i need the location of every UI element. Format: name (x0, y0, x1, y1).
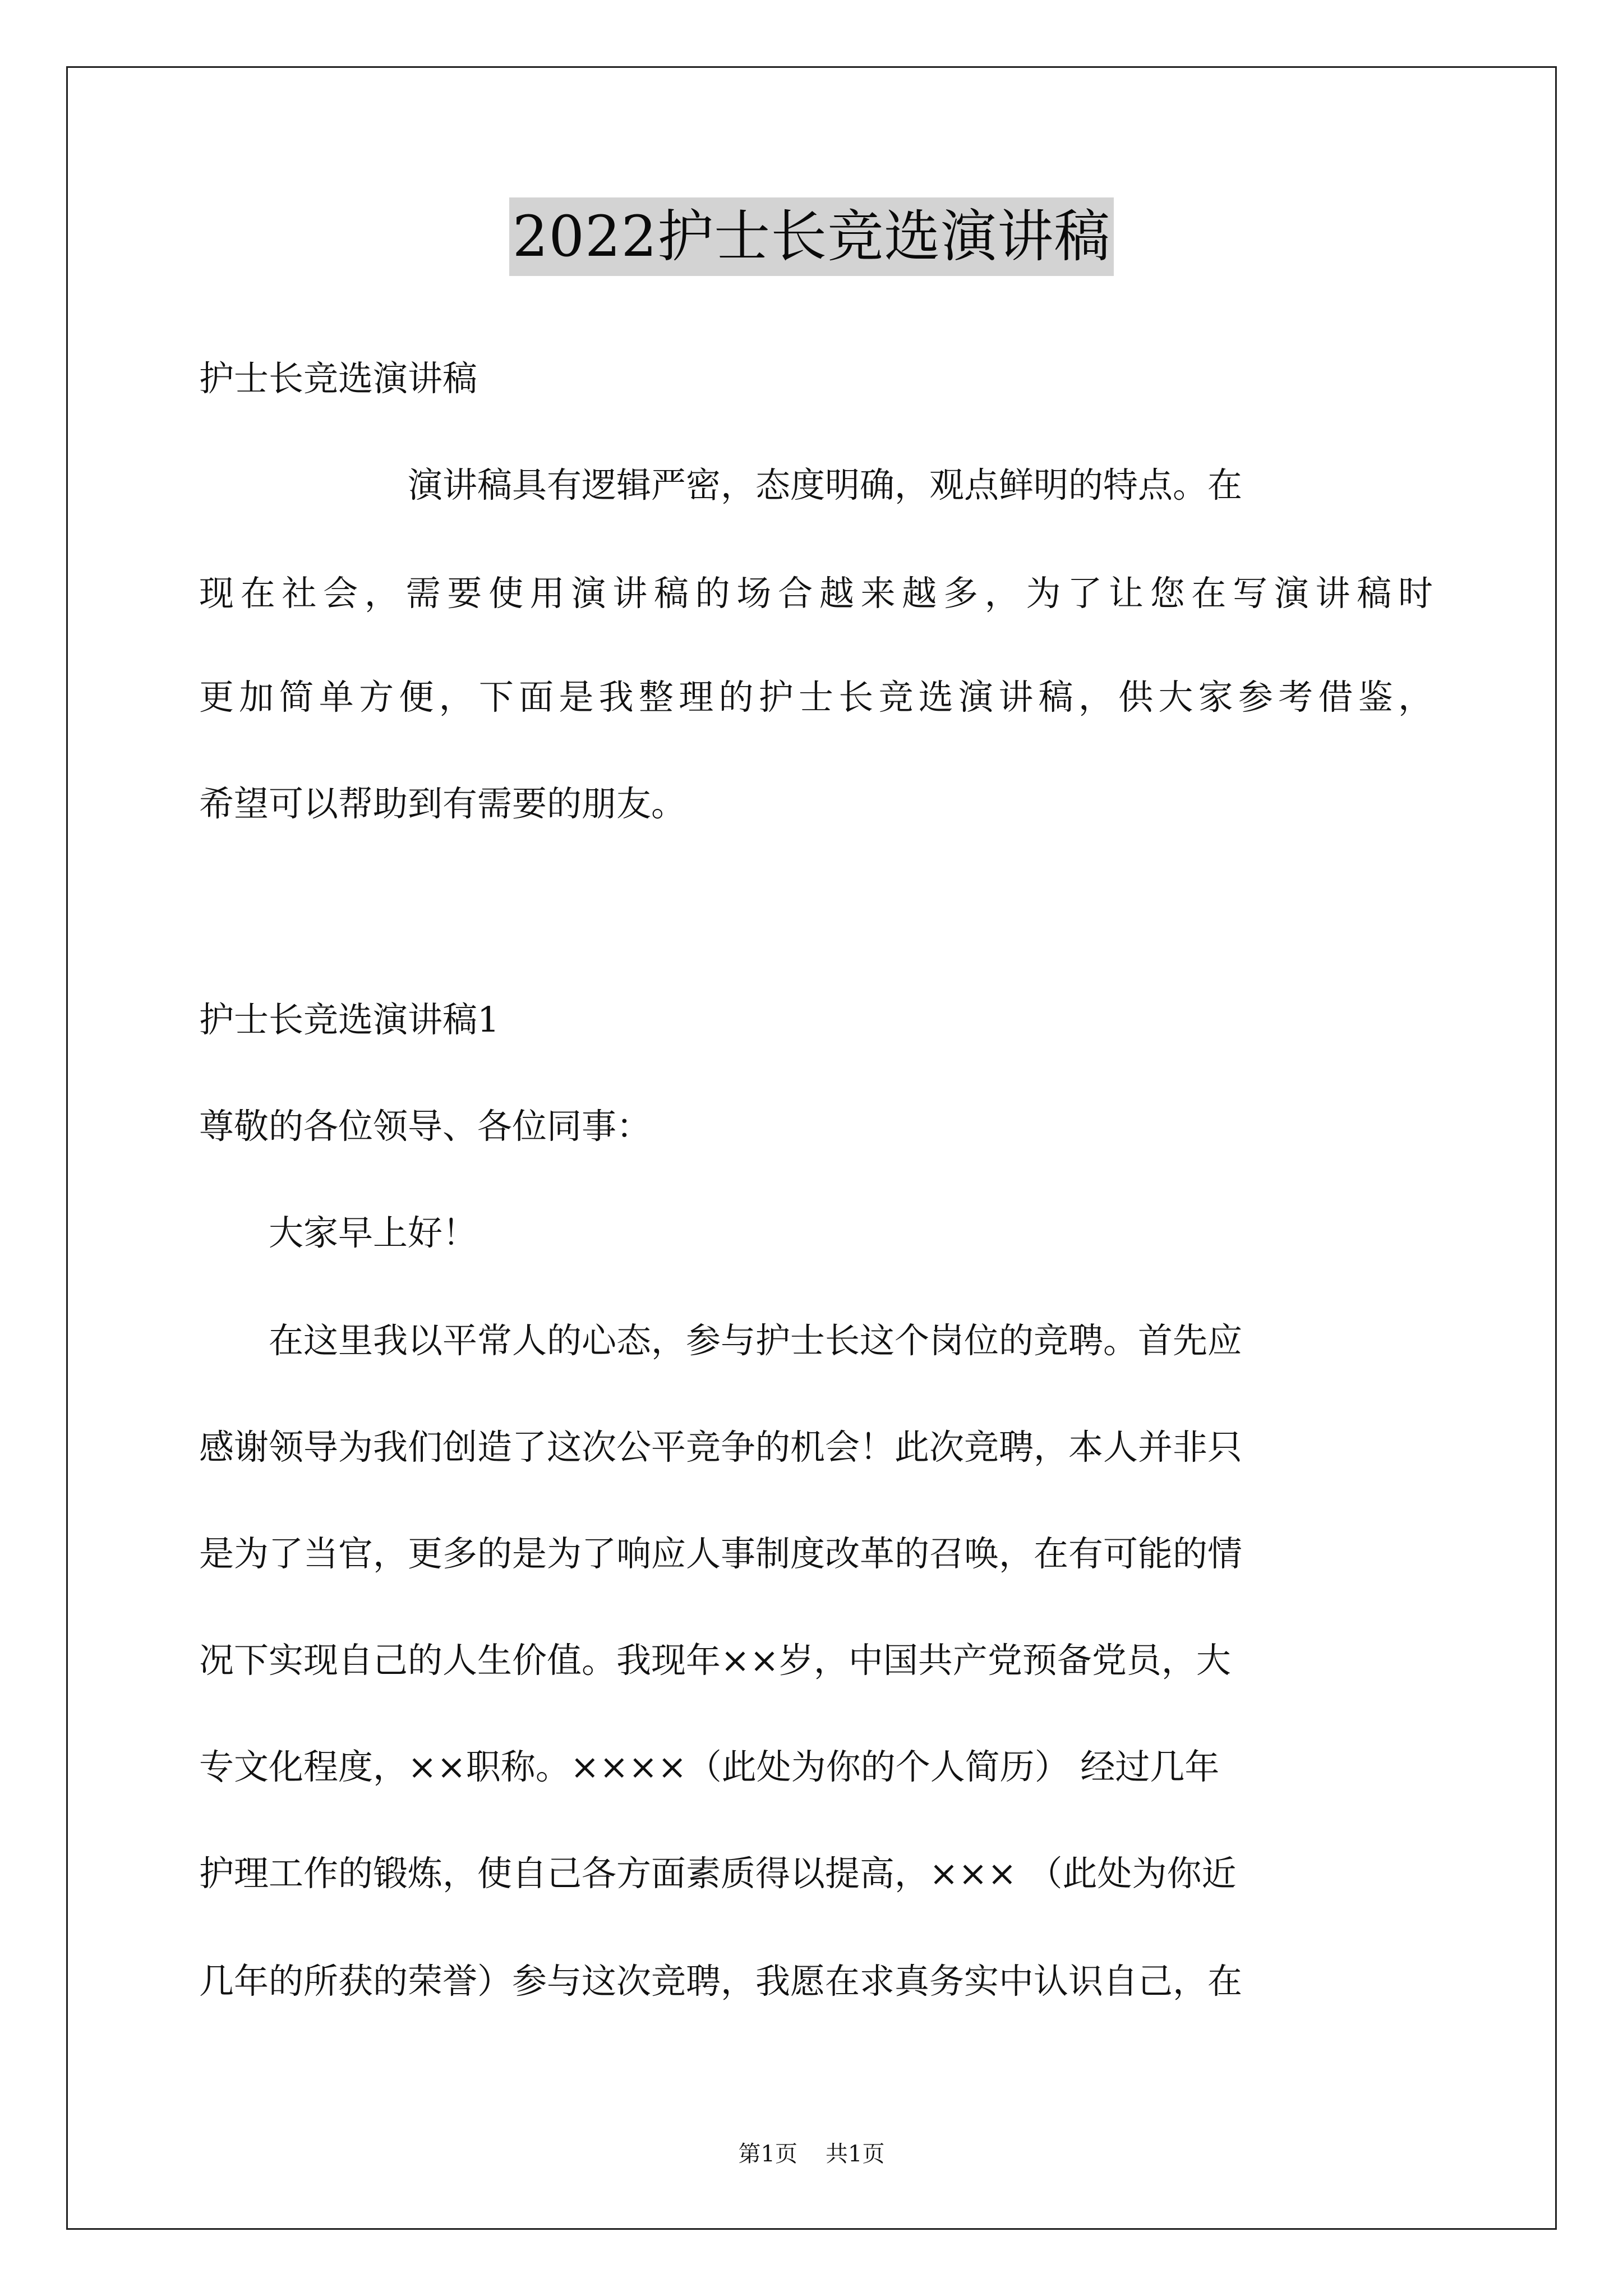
page-total: 共1页 (826, 2141, 885, 2167)
intro-line-3: 更加简单方便，下面是我整理的护士长竞选演讲稿，供大家参考借鉴， (199, 677, 1433, 717)
body-line-1: 在这里我以平常人的心态，参与护士长这个岗位的竞聘。首先应 (199, 1320, 1243, 1361)
document-title: 2022护士长竞选演讲稿 (509, 197, 1114, 276)
title-container (0, 197, 1623, 276)
section-heading: 护士长竞选演讲稿1 (199, 999, 500, 1040)
body-line-3: 是为了当官，更多的是为了响应人事制度改革的召唤，在有可能的情 (199, 1533, 1243, 1574)
body-line-6: 护理工作的锻炼，使自己各方面素质得以提高，××× （此处为你近 (199, 1853, 1237, 1894)
body-line-4: 况下实现自己的人生价值。我现年××岁，中国共产党预备党员，大 (199, 1640, 1231, 1681)
intro-line-2: 现在社会，需要使用演讲稿的场合越来越多，为了让您在写演讲稿时 (199, 573, 1433, 614)
intro-line-4: 希望可以帮助到有需要的朋友。 (199, 783, 686, 824)
salutation-line: 尊敬的各位领导、各位同事： (199, 1106, 652, 1147)
body-line-7: 几年的所获的荣誉）参与这次竞聘，我愿在求真务实中认识自己，在 (199, 1961, 1243, 2001)
subtitle-line: 护士长竞选演讲稿 (199, 358, 478, 399)
page-number: 第1页 (738, 2141, 797, 2167)
intro-line-1: 演讲稿具有逻辑严密，态度明确，观点鲜明的特点。在 (199, 464, 1243, 505)
body-line-5: 专文化程度，××职称。××××（此处为你的个人简历） 经过几年 (199, 1746, 1220, 1787)
page-footer (0, 2138, 1623, 2170)
greeting-line: 大家早上好！ (199, 1212, 478, 1253)
body-line-2: 感谢领导为我们创造了这次公平竞争的机会！此次竞聘，本人并非只 (199, 1427, 1243, 1467)
